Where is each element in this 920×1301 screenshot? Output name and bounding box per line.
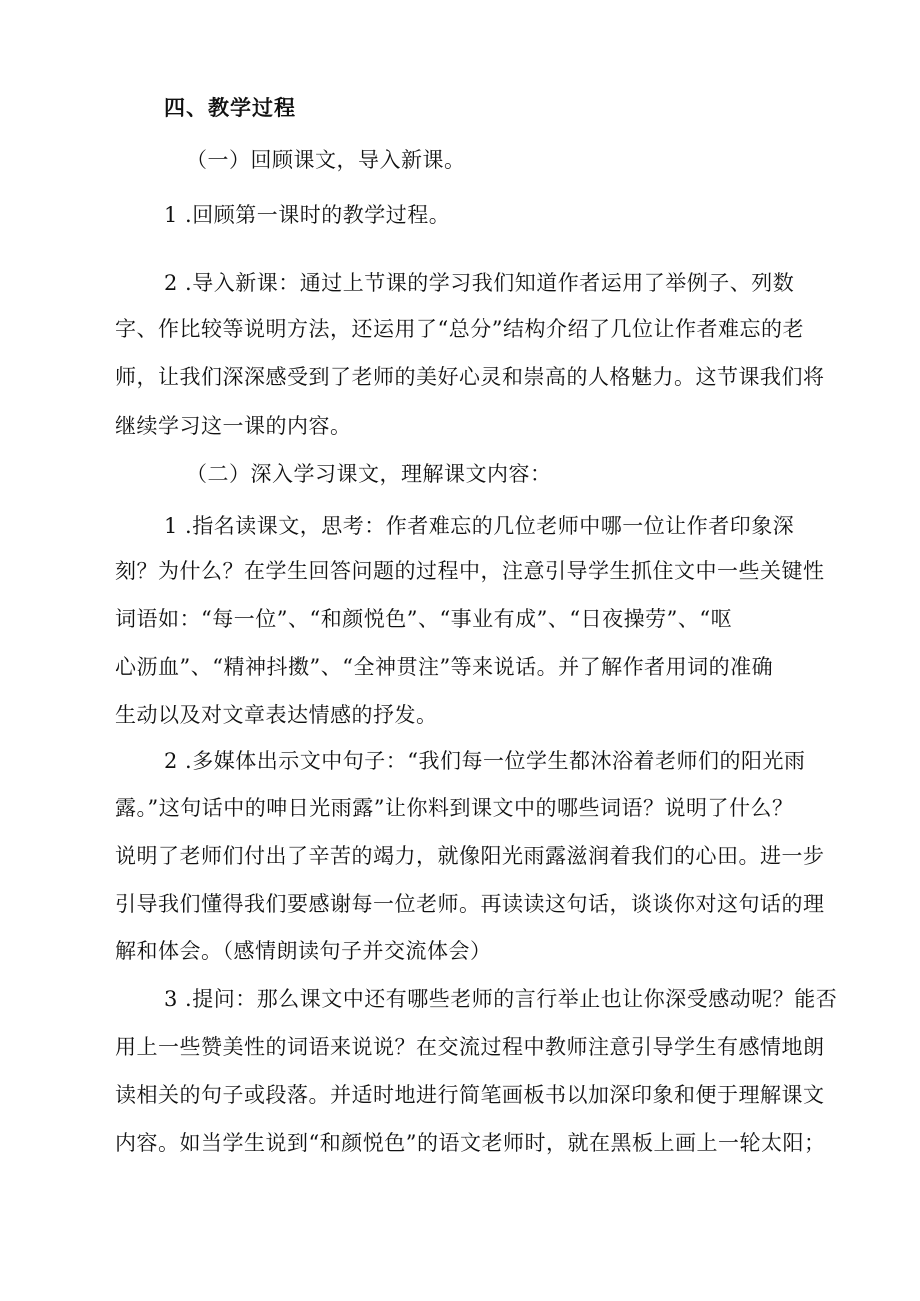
paragraph-line: 解和体会。（感情朗读句子并交流体会） xyxy=(115,939,492,963)
paragraph-line: 2 .多媒体出示文中句子：“我们每一位学生都沐浴着老师们的阳光雨 xyxy=(164,749,806,773)
paragraph-line: 刻？为什么？在学生回答问题的过程中，注意引导学生抓住文中一些关键性 xyxy=(115,559,825,583)
paragraph-line: 引导我们懂得我们要感谢每一位老师。再读读这句话，谈谈你对这句话的理 xyxy=(115,892,825,916)
paragraph-line: 内容。如当学生说到“和颜悦色”的语文老师时，就在黑板上画上一轮太阳； xyxy=(115,1131,826,1155)
paragraph-line: 心沥血”、“精神抖擞”、“全神贯注”等来说话。并了解作者用词的准确 xyxy=(115,655,774,679)
paragraph-1-1: 1 .回顾第一课时的教学过程。 xyxy=(164,203,451,227)
paragraph-line: 字、作比较等说明方法，还运用了“总分”结构介绍了几位让作者难忘的老 xyxy=(115,317,804,341)
paragraph-line: 继续学习这一课的内容。 xyxy=(115,414,352,438)
paragraph-line: 词语如：“每一位”、“和颜悦色”、“事业有成”、“日夜操劳”、“呕 xyxy=(115,607,733,631)
subsection-title-2: （二）深入学习课文，理解课文内容： xyxy=(186,462,552,486)
paragraph-line: 说明了老师们付出了辛苦的竭力，就像阳光雨露滋润着我们的心田。进一步 xyxy=(115,844,825,868)
subsection-title-1: （一）回顾课文，导入新课。 xyxy=(186,148,466,172)
paragraph-line: 用上一些赞美性的词语来说说？在交流过程中教师注意引导学生有感情地朗 xyxy=(115,1035,825,1059)
paragraph-line: 读相关的句子或段落。并适时地进行简笔画板书以加深印象和便于理解课文 xyxy=(115,1083,825,1107)
paragraph-line: 生动以及对文章表达情感的抒发。 xyxy=(115,703,438,727)
paragraph-line: 师，让我们深深感受到了老师的美好心灵和崇高的人格魅力。这节课我们将 xyxy=(115,365,825,389)
paragraph-line: 2 .导入新课：通过上节课的学习我们知道作者运用了举例子、列数 xyxy=(164,271,795,295)
paragraph-line: 露。”这句话中的呻日光雨露”让你料到课文中的哪些词语？说明了什么？ xyxy=(115,796,794,820)
section-heading: 四、教学过程 xyxy=(164,95,296,120)
paragraph-line: 3 .提问：那么课文中还有哪些老师的言行举止也让你深受感动呢？能否 xyxy=(164,987,838,1011)
paragraph-line: 1 .指名读课文，思考：作者难忘的几位老师中哪一位让作者印象深 xyxy=(164,514,795,538)
